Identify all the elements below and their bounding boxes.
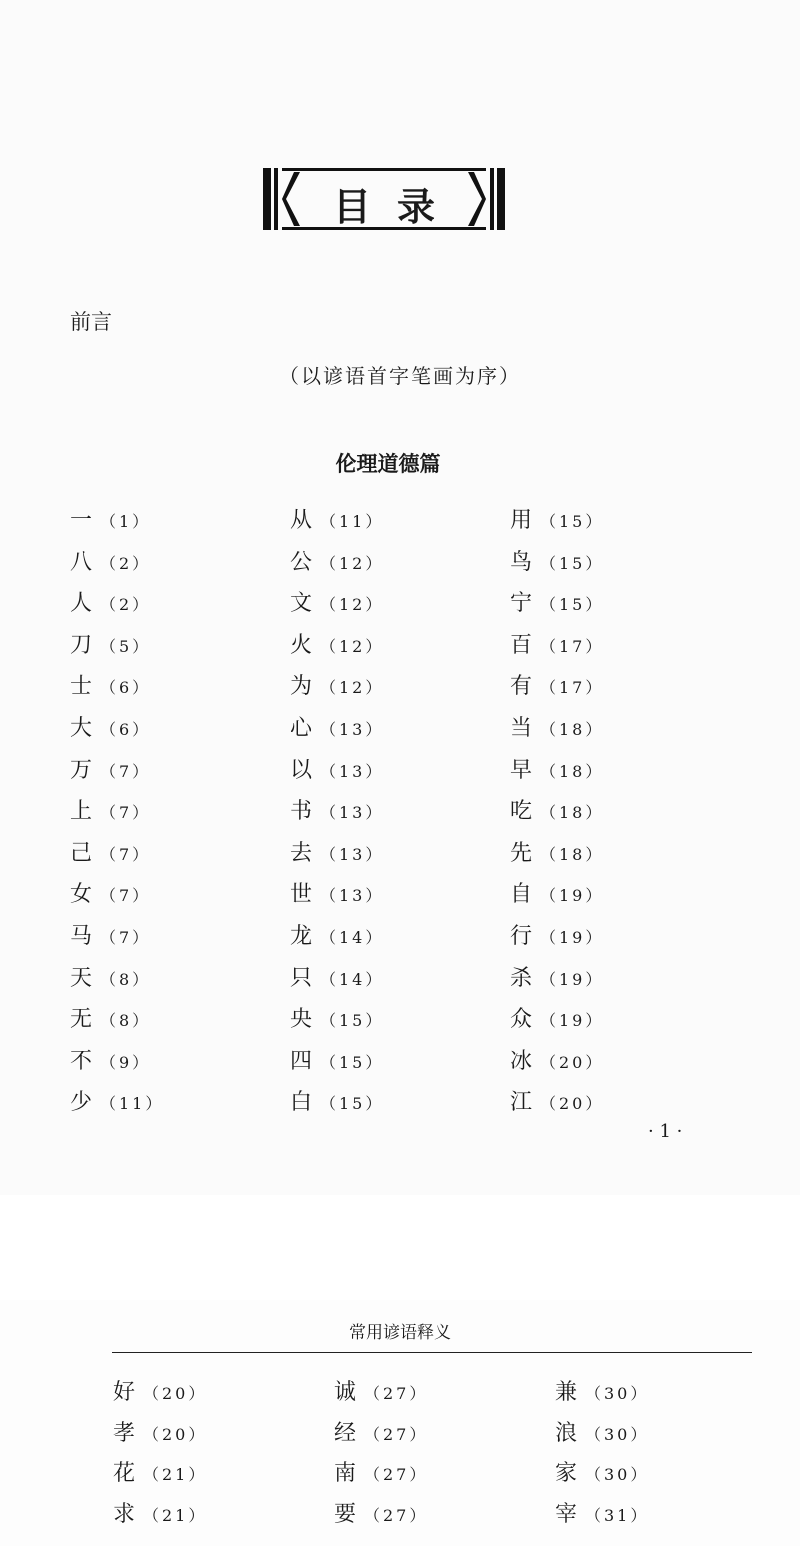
toc-entry[interactable] bbox=[290, 503, 384, 539]
toc-entry[interactable] bbox=[510, 1085, 604, 1121]
toc-entry-page: （13） bbox=[320, 761, 385, 781]
toc-entry-page: （30） bbox=[585, 1465, 650, 1484]
toc-entry-page: （7） bbox=[100, 928, 152, 947]
toc-entry-char: 不 bbox=[70, 1048, 93, 1074]
toc-entry[interactable] bbox=[334, 1456, 428, 1492]
toc-entry[interactable] bbox=[70, 794, 151, 830]
page-number: · 1 · bbox=[648, 1121, 683, 1142]
toc-entry-page: （15） bbox=[320, 1094, 385, 1114]
toc-entry-char: 众 bbox=[510, 1007, 533, 1033]
toc-entry-page: （7） bbox=[100, 761, 152, 781]
toc-entry-char: 江 bbox=[510, 1090, 533, 1116]
toc-entry-page: （13） bbox=[320, 844, 385, 864]
toc-entry[interactable] bbox=[70, 503, 151, 539]
toc-entry-char: 龙 bbox=[290, 924, 313, 949]
toc-entry-char: 百 bbox=[510, 632, 533, 658]
preface-link[interactable]: 前言 bbox=[70, 310, 112, 334]
toc-entry-page: （12） bbox=[320, 636, 385, 656]
toc-entry-page: （7） bbox=[100, 886, 152, 906]
toc-entry-page: （15） bbox=[320, 1052, 385, 1072]
toc-entry-char: 好 bbox=[113, 1380, 136, 1405]
toc-entry-char: 为 bbox=[290, 674, 313, 700]
toc-entry[interactable] bbox=[510, 1044, 604, 1080]
toc-entry-page: （15） bbox=[320, 1011, 385, 1031]
toc-entry-char: 四 bbox=[290, 1048, 313, 1074]
toc-entry-char: 己 bbox=[70, 840, 93, 866]
toc-entry[interactable] bbox=[334, 1375, 428, 1411]
toc-entry[interactable] bbox=[555, 1375, 649, 1411]
toc-entry[interactable] bbox=[510, 503, 604, 539]
toc-entry[interactable] bbox=[510, 586, 604, 622]
toc-entry-page: （27） bbox=[364, 1384, 429, 1403]
toc-entry[interactable] bbox=[113, 1497, 207, 1533]
toc-entry-page: （15） bbox=[540, 512, 605, 531]
toc-entry[interactable] bbox=[334, 1497, 428, 1533]
toc-entry[interactable] bbox=[290, 877, 384, 913]
toc-entry[interactable] bbox=[555, 1456, 649, 1492]
toc-entry-page: （1） bbox=[100, 512, 152, 531]
toc-entry-char: 南 bbox=[334, 1461, 357, 1486]
toc-entry[interactable] bbox=[510, 919, 604, 955]
toc-entry-char: 去 bbox=[290, 840, 313, 866]
toc-entry-char: 人 bbox=[70, 591, 93, 617]
toc-entry[interactable] bbox=[70, 669, 151, 705]
toc-entry-page: （18） bbox=[540, 761, 605, 781]
toc-entry-page: （19） bbox=[540, 928, 605, 947]
toc-entry-char: 家 bbox=[555, 1461, 578, 1486]
toc-entry-char: 孝 bbox=[113, 1420, 136, 1446]
section-title: 伦理道德篇 bbox=[335, 452, 441, 476]
toc-entry[interactable] bbox=[290, 919, 384, 955]
toc-entry-char: 刀 bbox=[70, 632, 93, 658]
toc-entry-page: （27） bbox=[364, 1465, 429, 1484]
toc-entry-char: 从 bbox=[290, 508, 313, 533]
running-head: 常用谚语释义 bbox=[349, 1323, 451, 1343]
toc-entry-char: 白 bbox=[290, 1090, 313, 1116]
toc-entry-char: 文 bbox=[290, 591, 313, 617]
toc-entry-char: 早 bbox=[510, 757, 533, 783]
toc-entry[interactable] bbox=[510, 836, 604, 872]
toc-entry-char: 自 bbox=[510, 882, 533, 908]
toc-entry-page: （5） bbox=[100, 636, 152, 656]
toc-entry-page: （13） bbox=[320, 720, 385, 739]
ordering-note: （以谚语首字笔画为序） bbox=[279, 364, 521, 388]
toc-entry-page: （17） bbox=[540, 636, 605, 656]
toc-entry-char: 用 bbox=[510, 508, 533, 533]
toc-entry-char: 女 bbox=[70, 882, 93, 908]
toc-entry-char: 求 bbox=[113, 1501, 136, 1527]
toc-entry-page: （7） bbox=[100, 803, 152, 823]
toc-entry-char: 心 bbox=[290, 716, 313, 741]
toc-entry-page: （13） bbox=[320, 886, 385, 906]
toc-entry[interactable] bbox=[290, 753, 384, 789]
toc-entry-char: 要 bbox=[334, 1501, 357, 1527]
toc-entry-char: 浪 bbox=[555, 1420, 578, 1446]
toc-entry[interactable] bbox=[510, 628, 604, 664]
toc-entry-page: （14） bbox=[320, 969, 385, 989]
toc-entry-page: （18） bbox=[540, 844, 605, 864]
toc-entry-page: （19） bbox=[540, 1011, 605, 1031]
toc-entry-char: 一 bbox=[70, 508, 93, 533]
toc-entry[interactable] bbox=[510, 669, 604, 705]
toc-entry[interactable] bbox=[290, 669, 384, 705]
toc-entry-char: 兼 bbox=[555, 1380, 578, 1405]
toc-entry[interactable] bbox=[510, 1002, 604, 1038]
toc-entry-page: （14） bbox=[320, 928, 385, 947]
toc-entry[interactable] bbox=[510, 753, 604, 789]
toc-entry-page: （8） bbox=[100, 969, 152, 989]
toc-entry-char: 书 bbox=[290, 799, 313, 825]
toc-entry[interactable] bbox=[290, 586, 384, 622]
header-rule bbox=[112, 1352, 752, 1353]
toc-entry-char: 上 bbox=[70, 799, 93, 825]
toc-entry[interactable] bbox=[290, 961, 384, 997]
toc-entry[interactable] bbox=[70, 628, 151, 664]
toc-entry[interactable] bbox=[290, 836, 384, 872]
toc-entry-char: 行 bbox=[510, 924, 533, 949]
toc-entry[interactable] bbox=[70, 919, 151, 955]
toc-entry[interactable] bbox=[290, 1085, 384, 1121]
toc-entry-page: （30） bbox=[585, 1384, 650, 1403]
toc-entry-char: 大 bbox=[70, 716, 93, 741]
toc-entry-char: 八 bbox=[70, 549, 93, 575]
toc-entry[interactable] bbox=[113, 1456, 207, 1492]
toc-entry-char: 宁 bbox=[510, 591, 533, 617]
toc-entry-page: （6） bbox=[100, 678, 152, 698]
toc-entry[interactable] bbox=[555, 1497, 649, 1533]
toc-entry-char: 央 bbox=[290, 1007, 313, 1033]
toc-entry-char: 冰 bbox=[510, 1048, 533, 1074]
toc-entry-page: （12） bbox=[320, 553, 385, 573]
toc-entry-char: 天 bbox=[70, 965, 93, 991]
toc-entry-page: （7） bbox=[100, 844, 152, 864]
toc-entry[interactable] bbox=[510, 961, 604, 997]
title-banner bbox=[263, 168, 505, 230]
toc-entry[interactable] bbox=[70, 1002, 151, 1038]
toc-entry[interactable] bbox=[70, 545, 151, 581]
toc-entry[interactable] bbox=[510, 545, 604, 581]
toc-entry-page: （11） bbox=[100, 1094, 165, 1114]
toc-entry-page: （31） bbox=[585, 1505, 650, 1525]
toc-entry-char: 诚 bbox=[334, 1380, 357, 1405]
toc-entry-page: （17） bbox=[540, 678, 605, 698]
toc-entry-page: （20） bbox=[540, 1052, 605, 1072]
toc-entry-char: 杀 bbox=[510, 965, 533, 991]
toc-entry-page: （13） bbox=[320, 803, 385, 823]
toc-entry-page: （19） bbox=[540, 969, 605, 989]
toc-entry-page: （27） bbox=[364, 1424, 429, 1444]
toc-entry-page: （6） bbox=[100, 720, 152, 739]
toc-entry-char: 先 bbox=[510, 840, 533, 866]
toc-entry-char: 当 bbox=[510, 716, 533, 741]
toc-entry-char: 经 bbox=[334, 1420, 357, 1446]
toc-entry-char: 只 bbox=[290, 965, 313, 991]
toc-entry[interactable] bbox=[113, 1375, 207, 1411]
toc-entry[interactable] bbox=[70, 961, 151, 997]
toc-entry-char: 公 bbox=[290, 549, 313, 575]
toc-entry-char: 有 bbox=[510, 674, 533, 700]
toc-entry[interactable] bbox=[334, 1416, 428, 1452]
toc-entry[interactable] bbox=[290, 628, 384, 664]
toc-entry[interactable] bbox=[510, 877, 604, 913]
toc-entry-page: （15） bbox=[540, 553, 605, 573]
toc-entry-page: （2） bbox=[100, 595, 152, 615]
toc-entry-page: （20） bbox=[143, 1424, 208, 1444]
toc-entry-page: （20） bbox=[143, 1384, 208, 1403]
toc-entry[interactable] bbox=[113, 1416, 207, 1452]
toc-entry[interactable] bbox=[70, 1085, 164, 1121]
toc-entry-char: 万 bbox=[70, 757, 93, 783]
toc-entry-page: （9） bbox=[100, 1052, 152, 1072]
toc-entry-page: （18） bbox=[540, 720, 605, 739]
toc-entry-char: 士 bbox=[70, 674, 93, 700]
toc-entry-char: 世 bbox=[290, 882, 313, 908]
toc-entry-char: 吃 bbox=[510, 799, 533, 825]
toc-entry[interactable] bbox=[70, 753, 151, 789]
toc-entry-char: 宰 bbox=[555, 1501, 578, 1527]
toc-entry-page: （21） bbox=[143, 1505, 208, 1525]
toc-entry[interactable] bbox=[70, 586, 151, 622]
toc-entry-char: 鸟 bbox=[510, 549, 533, 575]
toc-entry-char: 花 bbox=[113, 1461, 136, 1486]
toc-entry-page: （20） bbox=[540, 1094, 605, 1114]
toc-entry-page: （19） bbox=[540, 886, 605, 906]
toc-entry-page: （15） bbox=[540, 595, 605, 615]
toc-entry-page: （12） bbox=[320, 678, 385, 698]
toc-entry-char: 以 bbox=[290, 757, 313, 783]
toc-entry[interactable] bbox=[70, 1044, 151, 1080]
toc-entry-page: （11） bbox=[320, 512, 385, 531]
toc-entry[interactable] bbox=[290, 545, 384, 581]
toc-entry[interactable] bbox=[510, 711, 604, 747]
toc-entry-char: 火 bbox=[290, 632, 313, 658]
toc-entry[interactable] bbox=[70, 836, 151, 872]
toc-entry-char: 马 bbox=[70, 924, 93, 949]
toc-entry-page: （12） bbox=[320, 595, 385, 615]
toc-entry[interactable] bbox=[70, 711, 151, 747]
toc-entry-char: 少 bbox=[70, 1090, 93, 1116]
toc-entry[interactable] bbox=[290, 711, 384, 747]
page-title: 目录 bbox=[332, 185, 461, 229]
toc-entry[interactable] bbox=[555, 1416, 649, 1452]
toc-entry[interactable] bbox=[290, 1002, 384, 1038]
toc-entry[interactable] bbox=[290, 794, 384, 830]
toc-entry[interactable] bbox=[290, 1044, 384, 1080]
toc-entry-page: （21） bbox=[143, 1465, 208, 1484]
toc-entry-char: 无 bbox=[70, 1007, 93, 1033]
toc-entry[interactable] bbox=[70, 877, 151, 913]
toc-entry-page: （2） bbox=[100, 553, 152, 573]
toc-entry[interactable] bbox=[510, 794, 604, 830]
toc-entry-page: （8） bbox=[100, 1011, 152, 1031]
toc-entry-page: （27） bbox=[364, 1505, 429, 1525]
toc-entry-page: （18） bbox=[540, 803, 605, 823]
toc-entry-page: （30） bbox=[585, 1424, 650, 1444]
